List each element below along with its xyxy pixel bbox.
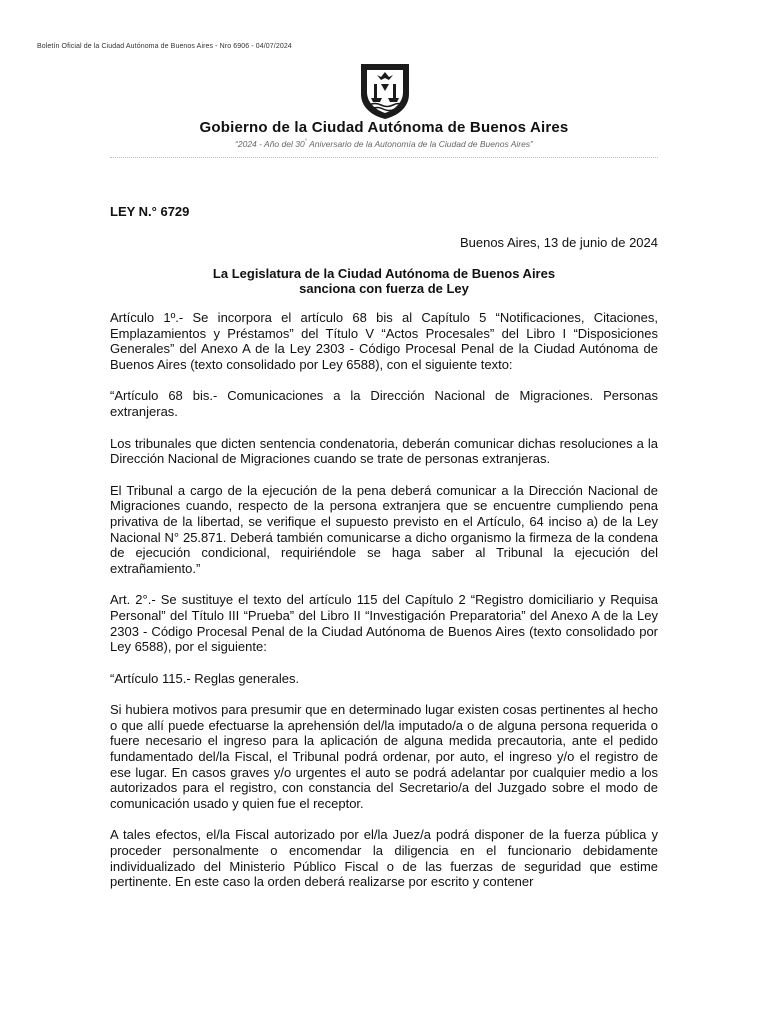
paragraph: A tales efectos, el/la Fiscal autorizado por el/la Juez/a podrá disponer de la fuerza pública y proceder personalmente o encomendar la diligencia en el funcionario debidamente individualizado del Ministerio Público Fiscal o de las fuerzas de seguridad que estime pertinente. En este caso la orden deberá realizarse por escrito y contener (110, 827, 658, 890)
paragraph: “Artículo 68 bis.- Comunicaciones a la Dirección Nacional de Migraciones. Personas extranjeras. (110, 388, 658, 419)
government-title: Gobierno de la Ciudad Autónoma de Buenos Aires (199, 119, 569, 136)
legislature-line-2: sanciona con fuerza de Ley (299, 281, 469, 296)
paragraph: Art. 2°.- Se sustituye el texto del artículo 115 del Capítulo 2 “Registro domiciliario y Requisa Personal” del Título III “Prueba” del Libro II “Investigación Preparatoria” del Anexo A de la Ley 2303 - Código Procesal Penal de la Ciudad Autónoma de Buenos Aires (texto consolidado por Ley 6588), por el siguiente: (110, 592, 658, 655)
government-subtitle: “2024 - Año del 30° Aniversario de la Autonomía de la Ciudad de Buenos Aires” (235, 139, 533, 149)
law-body (110, 310, 658, 906)
legislature-heading (0, 266, 768, 296)
paragraph: El Tribunal a cargo de la ejecución de la pena deberá comunicar a la Dirección Nacional de Migraciones cuando, respecto de la persona extranjera que se encuentre cumpliendo pena privativa de la libertad, se verifique el supuesto previsto en el Artículo, 64 inciso a) de la Ley Nacional N° 25.871. Deberá también comunicarse a dicho organismo la firmeza de la condena de ejecución condicional, requiriéndole se haga saber al Tribunal la ejecución del extrañamiento.” (110, 482, 658, 576)
city-coat-of-arms-icon (357, 58, 413, 120)
law-number: LEY N.° 6729 (110, 204, 190, 219)
legislature-line-1: La Legislatura de la Ciudad Autónoma de Buenos Aires (212, 266, 556, 281)
date-line: Buenos Aires, 13 de junio de 2024 (459, 235, 658, 250)
paragraph: Artículo 1º.- Se incorpora el artículo 68 bis al Capítulo 5 “Notificaciones, Citaciones, Emplazamientos y Préstamos” del Título V “Actos Procesales” del Libro I “Disposiciones Generales” del Anexo A de la Ley 2303 - Código Procesal Penal de la Ciudad Autónoma de Buenos Aires (texto consolidado por Ley 6588), con el siguiente texto: (110, 310, 658, 372)
paragraph: Si hubiera motivos para presumir que en determinado lugar existen cosas pertinentes al hecho o que allí puede efectuarse la aprehensión del/la imputado/a o de alguna persona requerida o fuere necesario el ingreso para la aplicación de alguna medida precautoria, ante el pedido fundamentado del/la Fiscal, el Tribunal podrá ordenar, por auto, el ingreso y/o el registro de ese lugar. En casos graves y/o urgentes el auto se podrá adelantar por cualquier medio a los autorizados para el registro, con constancia del Secretario/a del Juzgado sobre el modo de comunicación usado y quien fue el receptor. (110, 702, 658, 811)
paragraph: Los tribunales que dicten sentencia condenatoria, deberán comunicar dichas resoluciones a la Dirección Nacional de Migraciones cuando se trate de personas extranjeras. (110, 435, 658, 467)
paragraph: “Artículo 115.- Reglas generales. (110, 670, 300, 686)
header-divider (110, 157, 658, 158)
bulletin-header: Boletín Oficial de la Ciudad Autónoma de Buenos Aires - Nro 6906 - 04/07/2024 (37, 43, 292, 50)
